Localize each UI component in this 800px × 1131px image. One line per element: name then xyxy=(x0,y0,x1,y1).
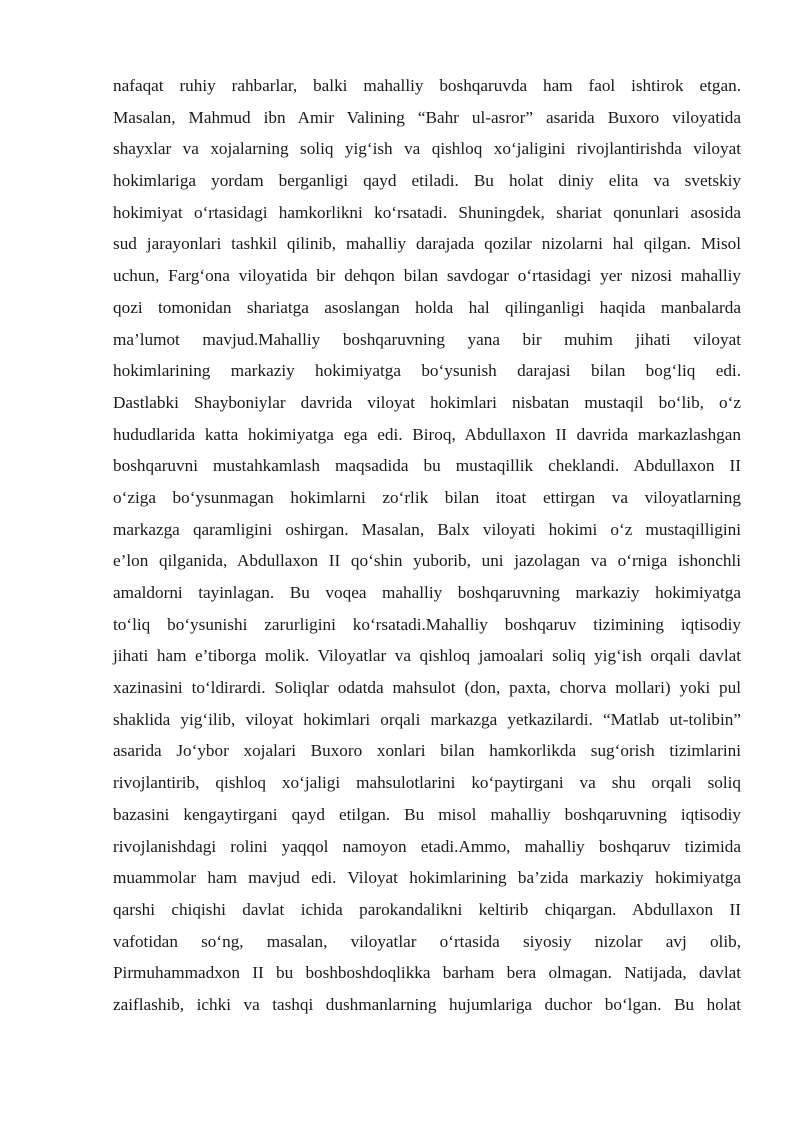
text-line: rivojlanishdagi rolini yaqqol namoyon etadi.Ammo, mahalliy boshqaruv tizimida xyxy=(113,836,741,856)
text-line: Dastlabki Shayboniylar davrida viloyat hokimlari nisbatan mustaqil bo‘lib, o‘z xyxy=(113,392,741,412)
text-line: bazasini kengaytirgani qayd etilgan. Bu misol mahalliy boshqaruvning iqtisodiy xyxy=(113,804,741,824)
body-text xyxy=(113,70,741,1021)
text-line: xazinasini to‘ldirardi. Soliqlar odatda mahsulot (don, paxta, chorva mollari) yoki pul xyxy=(113,678,741,698)
text-line: amaldorni tayinlagan. Bu voqea mahalliy boshqaruvning markaziy hokimiyatga xyxy=(113,583,741,602)
text-line: asarida Jo‘ybor xojalari Buxoro xonlari bilan hamkorlikda sug‘orish tizimlarini xyxy=(113,741,741,761)
text-line: boshqaruvni mustahkamlash maqsadida bu mustaqillik cheklandi. Abdullaxon II xyxy=(113,456,741,476)
text-line: uchun, Farg‘ona viloyatida bir dehqon bilan savdogar o‘rtasidagi yer nizosi mahalliy xyxy=(113,266,741,286)
text-line: shaklida yig‘ilib, viloyat hokimlari orqali markazga yetkazilardi. “Matlab ut-tolibin” xyxy=(113,709,741,729)
text-line: rivojlantirib, qishloq xo‘jaligi mahsulotlarini ko‘paytirgani va shu orqali soliq xyxy=(113,773,741,793)
text-line: Masalan, Mahmud ibn Amir Valining “Bahr ul-asror” asarida Buxoro viloyatida xyxy=(113,107,741,127)
text-line: vafotidan so‘ng, masalan, viloyatlar o‘rtasida siyosiy nizolar avj olib, xyxy=(113,931,741,951)
text-line: zaiflashib, ichki va tashqi dushmanlarning hujumlariga duchor bo‘lgan. Bu holat xyxy=(113,994,741,1014)
text-line: to‘liq bo‘ysunishi zarurligini ko‘rsatadi.Mahalliy boshqaruv tizimining iqtisodiy xyxy=(113,614,741,634)
text-line: hokimiyat o‘rtasidagi hamkorlikni ko‘rsatadi. Shuningdek, shariat qonunlari asosida xyxy=(113,202,741,222)
text-line: markazga qaramligini oshirgan. Masalan, Balx viloyati hokimi o‘z mustaqilligini xyxy=(113,519,741,539)
text-line: qarshi chiqishi davlat ichida parokandalikni keltirib chiqargan. Abdullaxon II xyxy=(113,899,741,919)
text-line: nafaqat ruhiy rahbarlar, balki mahalliy boshqaruvda ham faol ishtirok etgan. xyxy=(113,76,741,95)
text-line: sud jarayonlari tashkil qilinib, mahalliy darajada qozilar nizolarni hal qilgan. Misol xyxy=(113,234,741,254)
text-line: qozi tomonidan shariatga asoslangan holda hal qilinganligi haqida manbalarda xyxy=(113,297,741,317)
text-line: jihati ham e’tiborga molik. Viloyatlar va qishloq jamoalari soliq yig‘ish orqali davlat xyxy=(113,646,741,666)
text-line: muammolar ham mavjud edi. Viloyat hokimlarining ba’zida markaziy hokimiyatga xyxy=(113,868,741,888)
text-line: hududlarida katta hokimiyatga ega edi. Biroq, Abdullaxon II davrida markazlashgan xyxy=(113,424,741,444)
text-line: o‘ziga bo‘ysunmagan hokimlarni zo‘rlik bilan itoat ettirgan va viloyatlarning xyxy=(113,487,741,507)
text-line: ma’lumot mavjud.Mahalliy boshqaruvning yana bir muhim jihati viloyat xyxy=(113,329,741,349)
text-line: hokimlarining markaziy hokimiyatga bo‘ysunish darajasi bilan bog‘liq edi. xyxy=(113,361,741,381)
text-line: Pirmuhammadxon II bu boshboshdoqlikka barham bera olmagan. Natijada, davlat xyxy=(113,963,741,983)
text-line: shayxlar va xojalarning soliq yig‘ish va qishloq xo‘jaligini rivojlantirishda viloyat xyxy=(113,139,741,159)
text-line: e’lon qilganida, Abdullaxon II qo‘shin yuborib, uni jazolagan va o‘rniga ishonchli xyxy=(113,551,741,571)
text-line: hokimlariga yordam berganligi qayd etiladi. Bu holat diniy elita va svetskiy xyxy=(113,171,741,191)
